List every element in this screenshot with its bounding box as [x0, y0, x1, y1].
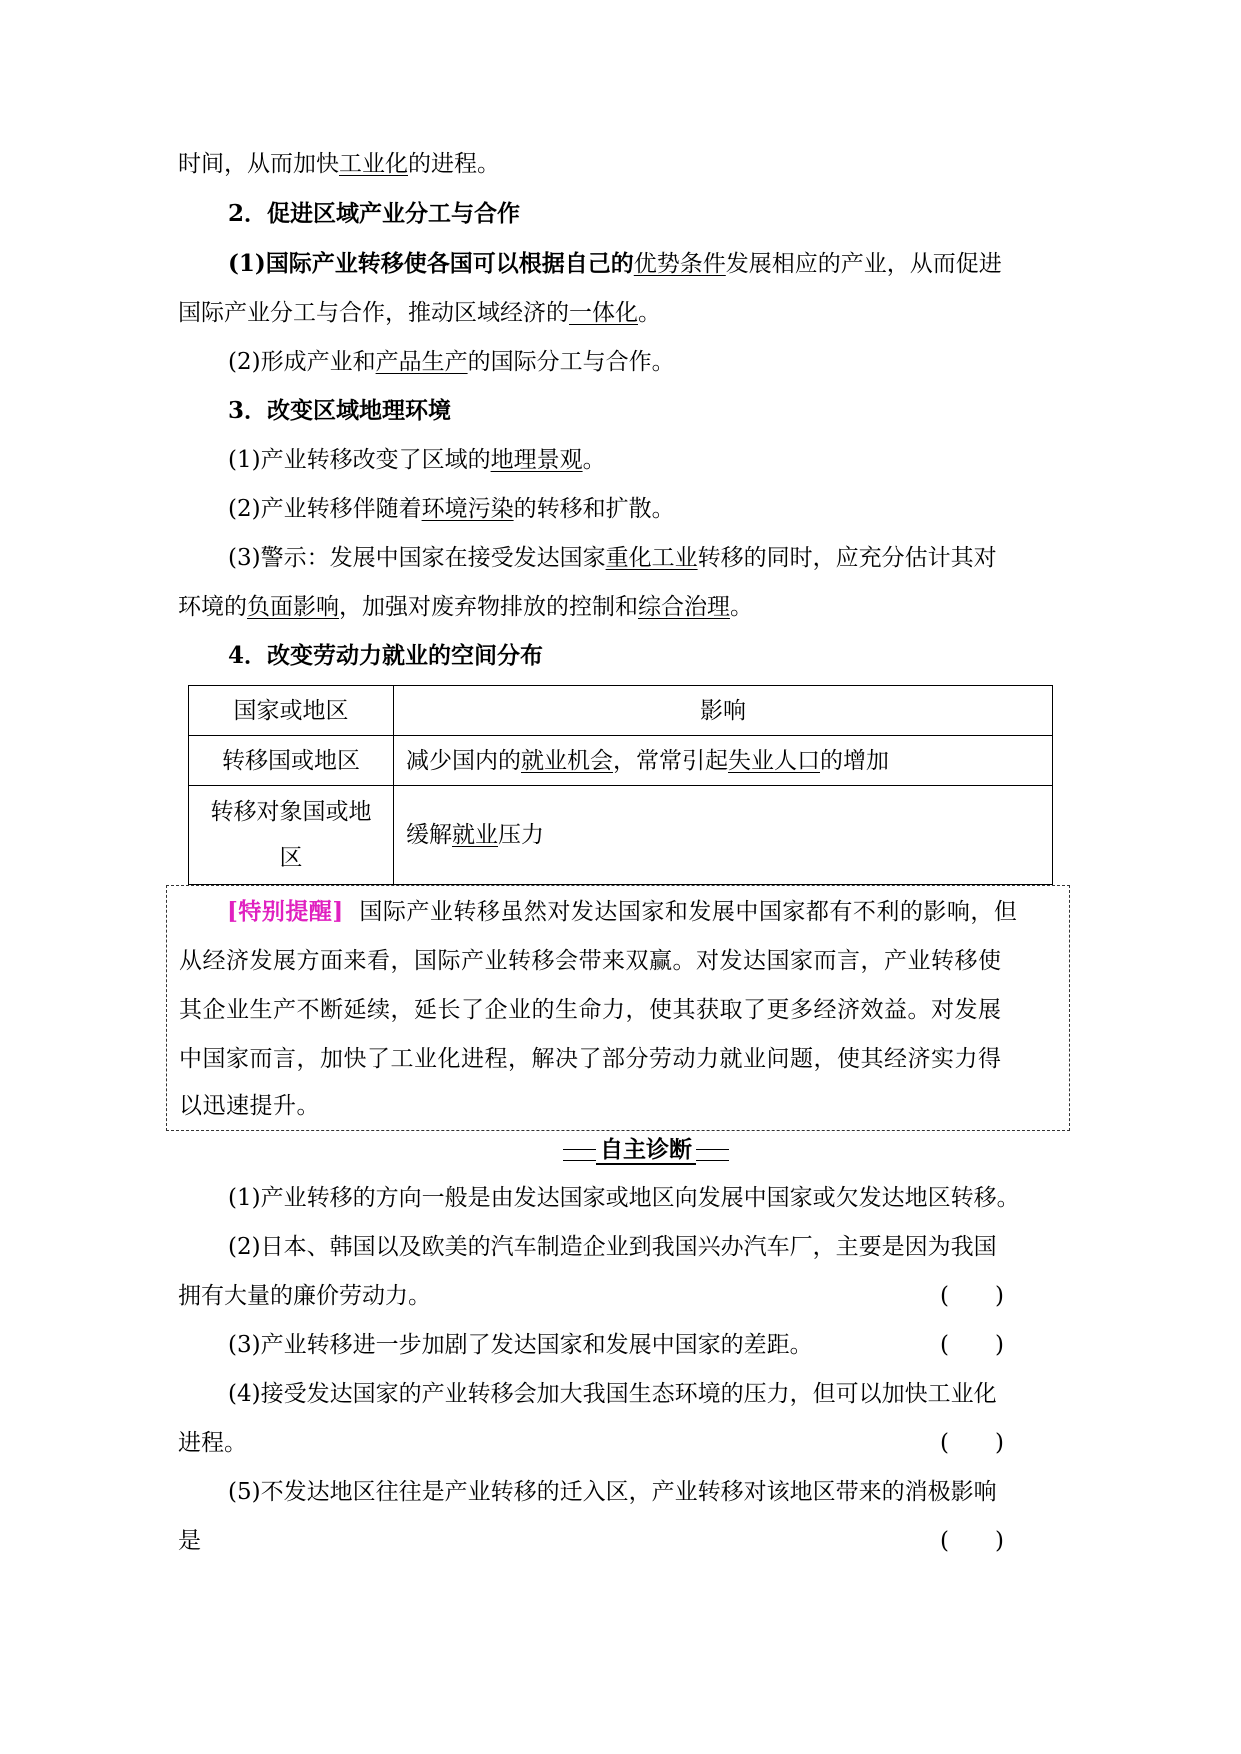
heading-2: 2．促进区域产业分工与合作: [228, 200, 521, 227]
underlined-term: 产品生产: [375, 349, 468, 375]
question-5-cont: 是: [178, 1528, 201, 1554]
text: 缓解: [406, 822, 452, 848]
question-2-cont: 拥有大量的廉价劳动力。: [178, 1283, 431, 1309]
text: ，常常引起: [613, 747, 728, 774]
answer-blank[interactable]: ( ): [940, 1283, 1004, 1309]
table-row: [189, 736, 1053, 786]
answer-blank[interactable]: ( ): [940, 1528, 1004, 1554]
underlined-term: 就业机会: [521, 747, 613, 774]
table-row: [189, 786, 1053, 885]
table-header-cell: 国家或地区: [189, 686, 394, 736]
para-3-1: [228, 446, 606, 474]
section-title: 自主诊断: [596, 1137, 696, 1165]
underlined-term: 重化工业: [605, 545, 698, 571]
text: 。: [582, 447, 606, 473]
heading-4: 4．改变劳动力就业的空间分布: [228, 642, 544, 669]
text: (2)形成产业和: [228, 349, 376, 375]
para-2-1-cont: [178, 299, 661, 327]
text: (2)产业转移伴随着: [228, 496, 422, 522]
text: 发展相应的产业，从而促进: [725, 251, 1002, 277]
question-1: (1)产业转移的方向一般是由发达国家或地区向发展中国家或欠发达地区转移。: [228, 1185, 1020, 1211]
text: 的国际分工与合作。: [467, 349, 675, 375]
table-cell: [394, 736, 1053, 786]
para-3-3: [228, 544, 997, 572]
text: 国际产业转移虽然对发达国家和发展中国家都有不利的影响，但: [359, 899, 1018, 925]
table-cell: 转移国或地区: [189, 736, 394, 786]
heading-3: 3．改变区域地理环境: [228, 397, 452, 424]
para-3-3-cont: [178, 593, 753, 621]
question-4-cont: 进程。: [178, 1430, 247, 1456]
reminder-tag: [特别提醒]: [227, 898, 344, 925]
text: 环境的: [178, 594, 247, 620]
underlined-term: 地理景观: [490, 447, 583, 473]
para-2-1: [228, 250, 1002, 278]
text: 转移的同时，应充分估计其对: [697, 545, 997, 571]
text: 压力: [498, 822, 544, 848]
answer-blank[interactable]: ( ): [940, 1430, 1004, 1456]
underlined-term: 环境污染: [421, 496, 514, 522]
question-5: (5)不发达地区往往是产业转移的迁入区，产业转移对该地区带来的消极影响: [228, 1479, 997, 1505]
answer-blank[interactable]: ( ): [940, 1332, 1004, 1358]
table-header-cell: 影响: [394, 686, 1053, 736]
text: (1)国际产业转移使各国可以根据自己的: [228, 250, 634, 277]
para-2-2: [228, 348, 675, 376]
reminder-line: [227, 898, 1017, 926]
text: (1)产业转移改变了区域的: [228, 447, 491, 473]
table-cell: 转移对象国或地区: [189, 786, 394, 885]
underlined-term: 就业: [452, 822, 498, 848]
reminder-line: 从经济发展方面来看，国际产业转移会带来双赢。对发达国家而言，产业转移使: [179, 948, 1002, 974]
text: 。: [638, 300, 661, 326]
text: 减少国内的: [406, 747, 521, 774]
underlined-term: 失业人口: [728, 747, 820, 774]
self-diagnosis-heading: [563, 1136, 729, 1166]
text: 国际产业分工与合作，推动区域经济的: [178, 300, 569, 326]
text: (3)警示：发展中国家在接受发达国家: [228, 545, 606, 571]
reminder-line: 以迅速提升。: [179, 1093, 320, 1119]
underlined-term: 一体化: [569, 300, 638, 326]
decor-bar: [563, 1149, 596, 1161]
question-3: (3)产业转移进一步加剧了发达国家和发展中国家的差距。: [228, 1332, 813, 1358]
underlined-term: 优势条件: [633, 251, 726, 277]
decor-bar: [696, 1149, 729, 1161]
underlined-term: 综合治理: [638, 594, 730, 620]
reminder-line: 其企业生产不断延续，延长了企业的生命力，使其获取了更多经济效益。对发展: [179, 997, 1002, 1023]
reminder-line: 中国家而言，加快了工业化进程，解决了部分劳动力就业问题，使其经济实力得: [179, 1046, 1002, 1072]
underlined-term: 工业化: [339, 151, 408, 177]
text: 的增加: [820, 747, 889, 774]
table-cell: [394, 786, 1053, 885]
text: 。: [730, 594, 753, 620]
para-industrialization: [178, 150, 500, 178]
text: ，加强对废弃物排放的控制和: [339, 594, 638, 620]
underlined-term: 负面影响: [247, 594, 339, 620]
text: 时间，从而加快: [178, 151, 339, 177]
employment-impact-table: [188, 685, 1053, 885]
special-reminder-box: [166, 885, 1070, 1131]
table-header-row: [189, 686, 1053, 736]
text: 的转移和扩散。: [513, 496, 675, 522]
para-3-2: [228, 495, 675, 523]
question-4: (4)接受发达国家的产业转移会加大我国生态环境的压力，但可以加快工业化: [228, 1381, 997, 1407]
text: 的进程。: [408, 151, 500, 177]
question-2: (2)日本、韩国以及欧美的汽车制造企业到我国兴办汽车厂，主要是因为我国: [228, 1234, 997, 1260]
